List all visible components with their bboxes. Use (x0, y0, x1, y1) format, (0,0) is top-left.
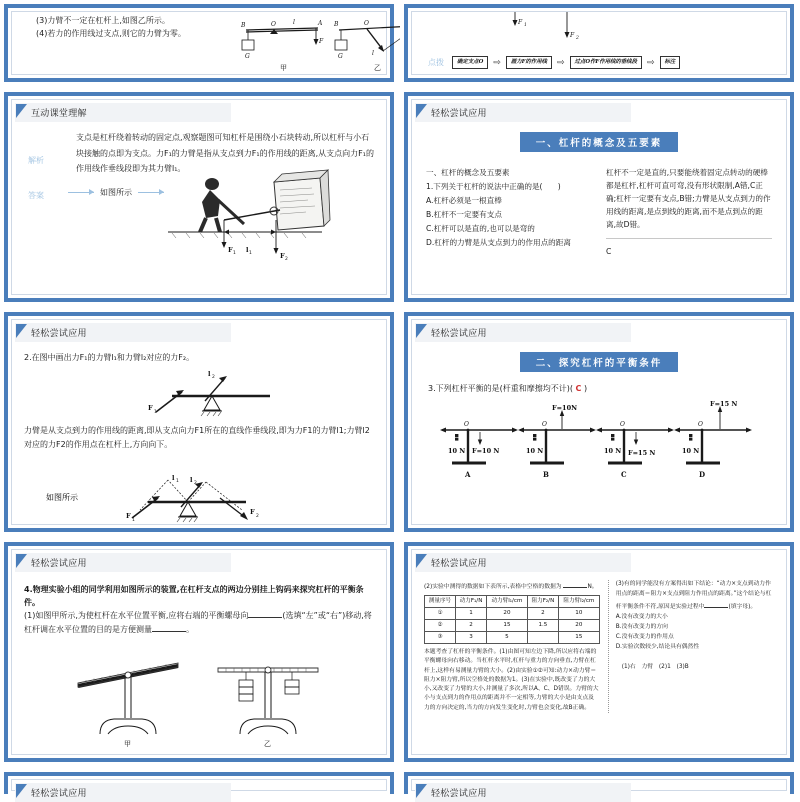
svg-text:l: l (246, 245, 249, 254)
slide-1[interactable] (0, 0, 400, 88)
slide-6-header-label: 轻松尝试应用 (431, 329, 487, 339)
cell: ① (425, 608, 456, 620)
explanation-column (606, 166, 772, 259)
svg-text:F: F (518, 19, 523, 26)
corner-flag-icon (416, 324, 429, 339)
slide-5-question: 2.在图中画出力F₁的力臂l₁和力臂l₂对应的力F₂。 (24, 353, 195, 362)
q-option-d[interactable]: D.杠杆的力臂是从支点到力的作用点的距离 (426, 238, 571, 248)
slide-3-inner (11, 99, 387, 295)
slide-1-inner (11, 11, 387, 75)
blank-field-1[interactable] (248, 610, 282, 618)
cell: 2 (455, 620, 486, 632)
slide-3-header-label: 互动课堂理解 (31, 109, 87, 119)
table-row (425, 608, 600, 620)
q4-sub-c: 。 (186, 624, 194, 634)
q2-b: N。 (587, 584, 598, 590)
flow-step-1: 确定支点O (452, 56, 488, 69)
cell: 15 (487, 620, 528, 632)
slide-7-frame (4, 542, 394, 762)
answer-label: 答案 (28, 190, 44, 200)
svg-text:2: 2 (212, 375, 215, 381)
analysis-text: 支点是杠杆绕着转动的固定点,观察题图可知杠杆是围绕小石块转动,所以杠杆与小石块接触的点即为支点。力F₁的力臂是指从支点到力F₁的作用线的距离,从支点向力F₁的作用线作垂线段即为其力臂l₁。 (76, 133, 374, 174)
svg-text:F=15 N: F=15 N (710, 400, 738, 409)
svg-text:O: O (464, 421, 469, 429)
svg-text:1: 1 (524, 23, 527, 28)
svg-text:F: F (148, 404, 153, 413)
question-answer: C (575, 384, 582, 393)
q3-option-d[interactable]: D.实验次数较少,结论具有偶然性 (615, 643, 700, 650)
flow-arrow-icon: ⇨ (493, 57, 501, 68)
corner-flag-icon (416, 104, 429, 119)
answer-arrow-icon (68, 192, 94, 193)
answer-text: 如图所示 (46, 492, 78, 502)
corner-flag-icon (416, 784, 429, 799)
q3-option-a[interactable]: A.没有改变力的大小 (615, 613, 668, 620)
svg-text:10 N: 10 N (526, 447, 544, 456)
slide-7-inner (11, 549, 387, 755)
flow-step-3: 过点O作F作用线的垂线段 (570, 56, 642, 69)
slide-3-header (15, 103, 231, 122)
slide-10-header (415, 783, 631, 802)
th-4: 阻力臂l₂/cm (559, 596, 600, 608)
svg-text:乙: 乙 (264, 739, 271, 748)
cell: ③ (425, 632, 456, 644)
svg-text:l: l (372, 50, 374, 57)
svg-text:F=10N: F=10N (552, 404, 578, 413)
slide-8-explain: 本题考查了杠杆的平衡条件。(1)由图可知左边下降,所以应将右端的平衡螺母向右移动。当杠杆水平时,杠杆与重力的方向垂直,力臂在杠杆上,这样有易测量力臂的大小。(2)由实验①②可知:动力×动力臂＝阻力×阻力臂,所以空格处的数据为1。(3)在实验中,既改变了力的大小,又改变了力臂的大小,并测量了多次,所以A、C、D错误。力臂的大小与支点到力的作用点的距离并不一定相等,力臂的大小是由支点及力的方向决定的,当力的方向发生变化时,力臂也会变化,故B正确。 (424, 649, 599, 711)
svg-text:1: 1 (233, 250, 236, 256)
slide-7-question (12, 572, 386, 642)
th-2: 动力臂l₁/cm (487, 596, 528, 608)
q2-a: (2)实验中测得的数据如下表所示,表格中空格的数据为 (424, 584, 562, 590)
q-option-c[interactable]: C.杠杆可以是直的,也可以是弯的 (426, 224, 535, 234)
cell: 3 (455, 632, 486, 644)
corner-flag-icon (416, 554, 429, 569)
svg-text:1: 1 (176, 479, 179, 485)
cell: 20 (487, 608, 528, 620)
svg-text:2: 2 (194, 481, 197, 487)
svg-text:D: D (699, 470, 706, 480)
svg-text:l: l (190, 476, 193, 485)
corner-flag-icon (16, 104, 29, 119)
q3-option-b[interactable]: B.没有改变力的方向 (615, 623, 668, 630)
svg-text:甲: 甲 (280, 64, 287, 72)
balance-apparatus-figures (12, 656, 386, 748)
slide-6-frame (404, 312, 794, 532)
procedure-flow (452, 56, 680, 69)
slide-10[interactable] (400, 768, 800, 800)
flow-arrow-icon: ⇨ (646, 57, 655, 68)
svg-text:F=15 N: F=15 N (628, 449, 656, 458)
slide-4-header (415, 103, 631, 122)
svg-text:2: 2 (256, 514, 259, 520)
slide-10-header-label: 轻松尝试应用 (431, 789, 487, 799)
svg-text:B: B (334, 21, 339, 28)
q4-sub-a: (1)如图甲所示,为使杠杆在水平位置平衡,应将右端的平衡螺母向 (24, 611, 249, 621)
analysis-label: 解析 (28, 156, 44, 165)
question-column (426, 166, 592, 259)
apparatus-yi (210, 656, 328, 748)
cell: 10 (559, 608, 600, 620)
th-1: 动力F₁/N (455, 596, 486, 608)
svg-text:2: 2 (285, 256, 288, 262)
section-banner: 一、杠杆的概念及五要素 (520, 132, 679, 152)
cell: 2 (527, 608, 558, 620)
slide-8-columns (412, 572, 786, 713)
table-row (425, 632, 600, 644)
slide-7[interactable] (0, 538, 400, 768)
slide-8-left-column (424, 580, 600, 713)
slide-8-right-column (608, 580, 776, 713)
svg-text:F: F (126, 512, 131, 521)
svg-text:F: F (319, 38, 324, 45)
svg-text:1: 1 (154, 410, 157, 416)
cell: 20 (559, 620, 600, 632)
svg-text:F: F (228, 245, 233, 254)
q3-answers: (1)右 力臂 (2)1 (3)B (621, 663, 689, 670)
svg-text:l: l (293, 19, 295, 26)
slide-1-line-4: (4)若力的作用线过支点,则它的力臂为零。 (36, 29, 186, 39)
svg-text:O: O (620, 421, 625, 429)
slide-9-inner (11, 779, 387, 799)
slide-6-header (415, 323, 631, 342)
slide-4[interactable] (400, 88, 800, 308)
q4-sub-b: (选填“左”或“右”)移动,将杠杆调在水平位置的目的是方便测量 (24, 611, 372, 634)
slide-8[interactable] (400, 538, 800, 768)
slide-3[interactable] (0, 88, 400, 308)
slide-5[interactable] (0, 308, 400, 538)
slide-10-inner (411, 779, 787, 799)
slide-5-frame (4, 312, 394, 532)
question-suffix: ) (583, 384, 588, 393)
lever-figure-1 (12, 368, 386, 420)
slide-10-frame (404, 772, 794, 799)
svg-text:B: B (241, 22, 246, 29)
slide-1-figures (236, 14, 426, 76)
q3-line (616, 580, 776, 613)
svg-text:2: 2 (576, 36, 579, 41)
svg-text:10 N: 10 N (448, 447, 466, 456)
svg-text:1: 1 (132, 518, 135, 524)
flow-arrow-icon: ⇨ (556, 57, 565, 68)
section-banner: 二、探究杠杆的平衡条件 (520, 352, 679, 372)
blank-field-2[interactable] (152, 624, 186, 632)
slide-8-frame (404, 542, 794, 762)
svg-text:G: G (338, 53, 343, 60)
slide-9-header (15, 783, 231, 802)
q-option-b[interactable]: B.杠杆不一定要有支点 (426, 210, 502, 220)
svg-text:O: O (364, 20, 369, 27)
slide-7-header (15, 553, 231, 572)
slide-9-header-label: 轻松尝试应用 (31, 789, 87, 799)
blank-field-4[interactable] (704, 600, 728, 608)
apparatus-jia (70, 656, 188, 748)
slide-2-inner (411, 11, 787, 75)
force-arrows-figure (497, 12, 657, 46)
slide-2[interactable] (400, 0, 800, 88)
lever-figure-pair (236, 14, 426, 76)
svg-text:甲: 甲 (124, 739, 131, 748)
svg-text:l: l (208, 370, 211, 379)
corner-flag-icon (16, 324, 29, 339)
cell: ② (425, 620, 456, 632)
slide-5-answer-row (12, 462, 386, 532)
slide-3-frame (4, 92, 394, 302)
slide-6-inner (411, 319, 787, 525)
question-prefix: 3.下列杠杆平衡的是(杆重和摩擦均不计)( (428, 384, 573, 393)
cell: 1.5 (527, 620, 558, 632)
svg-text:A: A (318, 20, 323, 27)
q3-a: (3)有的同学能没有方案得出如下结论：“动力×支点到动力作用点的距离＝阻力×支点到阻力作用点的距离。”这个结论与杠杆平衡条件不符,原因是实验过程中 (615, 581, 772, 610)
q4-main: 4.物理实验小组的同学利用如图所示的装置,在杠杆支点的两边分别挂上钩码来探究杠杆的平衡条件。 (24, 585, 364, 608)
svg-text:O: O (542, 421, 547, 429)
svg-text:乙: 乙 (374, 64, 381, 72)
divider (606, 238, 772, 239)
corner-flag-icon (16, 784, 29, 799)
svg-text:C: C (621, 470, 627, 480)
slide-1-body (12, 12, 386, 82)
lever-figure-2 (110, 462, 280, 532)
slide-5-inner (11, 319, 387, 525)
tip-label: 点拨 (428, 58, 444, 68)
flow-step-4: 标注 (660, 56, 681, 69)
slide-5-explain: 力臂是从支点到力的作用线的距离,即从支点向力F1所在的直线作垂线段,即为力F1的力臂l1;力臂l2对应的力F2的作用点在杠杆上,方向向下。 (24, 426, 370, 450)
th-3: 阻力F₂/N (527, 596, 558, 608)
q4-sub (24, 609, 374, 635)
slide-8-inner (411, 549, 787, 755)
svg-text:10 N: 10 N (604, 447, 622, 456)
svg-text:O: O (271, 21, 276, 28)
svg-text:1: 1 (249, 250, 252, 256)
svg-text:A: A (465, 470, 471, 480)
slide-4-frame (404, 92, 794, 302)
blank-field-3[interactable] (563, 580, 587, 588)
th-0: 测量序号 (425, 596, 456, 608)
q-title: 一、杠杆的概念及五要素 (426, 168, 510, 177)
answer-text: 如图所示 (100, 187, 132, 197)
slide-4-inner (411, 99, 787, 295)
slide-9[interactable] (0, 768, 400, 800)
cell-blank[interactable] (527, 632, 558, 644)
svg-text:B: B (543, 470, 549, 480)
svg-text:F: F (570, 32, 575, 39)
cell: 5 (487, 632, 528, 644)
slide-5-header (15, 323, 231, 342)
q2-line (424, 580, 600, 592)
flow-step-2: 画力F的作用线 (506, 56, 552, 69)
cell: 1 (455, 608, 486, 620)
slide-6[interactable] (400, 308, 800, 538)
table-header-row (425, 596, 600, 608)
slide-1-frame (4, 4, 394, 82)
answer-value: C (606, 247, 612, 257)
slide-7-header-label: 轻松尝试应用 (31, 559, 87, 569)
svg-text:F: F (250, 508, 255, 517)
slide-6-question (412, 372, 786, 401)
slide-8-header (415, 553, 631, 572)
slide-6-banner-wrap (412, 351, 786, 372)
slide-4-header-label: 轻松尝试应用 (431, 109, 487, 119)
cell: 15 (559, 632, 600, 644)
svg-text:O: O (698, 421, 703, 429)
q3-b: (填字母)。 (728, 603, 757, 610)
slide-1-line-3: (3)力臂不一定在杠杆上,如图乙所示。 (36, 16, 170, 25)
slide-4-columns (412, 162, 786, 259)
slide-5-header-label: 轻松尝试应用 (31, 329, 87, 339)
slide-9-frame (4, 772, 394, 799)
lever-options-figure (412, 400, 786, 481)
answer-arrow-icon (138, 192, 164, 193)
explanation-text: 杠杆不一定是直的,只要能绕着固定点转动的硬棒都是杠杆,杠杆可直可弯,没有形状限制,A错,C正确;杠杆一定要有支点,B错;力臂是从支点到力的作用线的距离,是点到线的距离,而不是点到点的距离,故D错。 (606, 168, 771, 230)
svg-text:F=10 N: F=10 N (472, 447, 500, 456)
svg-text:l: l (172, 474, 175, 483)
q-stem: 1.下列关于杠杆的说法中正确的是( ) (426, 182, 561, 192)
slide-8-header-label: 轻松尝试应用 (431, 559, 487, 569)
q3-option-c[interactable]: C.没有改变力的作用点 (615, 633, 674, 640)
svg-text:F: F (280, 251, 285, 260)
svg-text:G: G (245, 53, 250, 60)
svg-text:10 N: 10 N (682, 447, 700, 456)
measurement-table (424, 595, 600, 644)
slide-4-banner-wrap (412, 131, 786, 152)
corner-flag-icon (16, 554, 29, 569)
slide-2-frame (404, 4, 794, 82)
table-row (425, 620, 600, 632)
q-option-a[interactable]: A.杠杆必须是一根直棒 (426, 196, 502, 206)
